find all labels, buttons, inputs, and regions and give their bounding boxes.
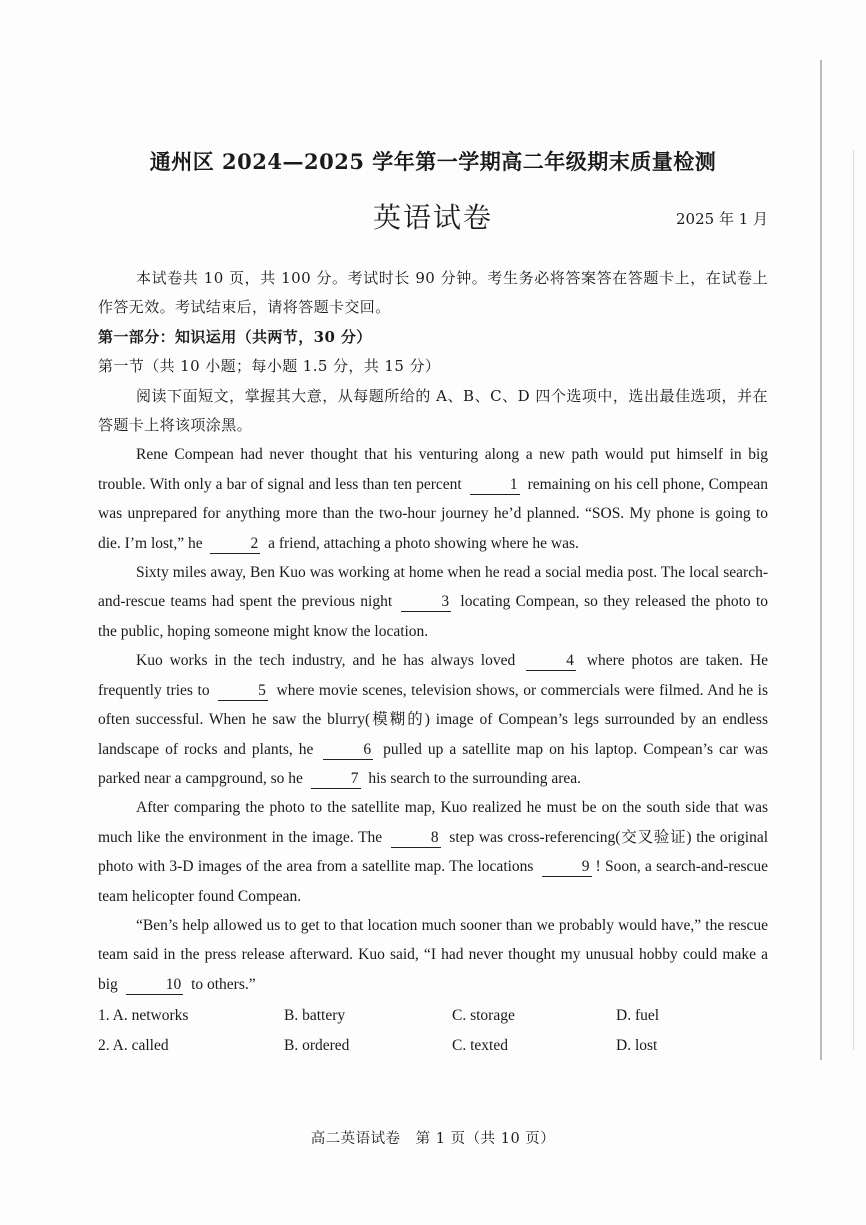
option-c: C. storage <box>452 1007 515 1025</box>
passage-paragraph-1 <box>98 440 768 558</box>
passage-paragraph-5 <box>98 911 768 999</box>
option-a: 1. A. networks <box>98 1007 189 1025</box>
passage-paragraph-3 <box>98 646 768 793</box>
question-row <box>98 1031 768 1060</box>
blank-4: 4 <box>526 652 576 671</box>
blank-7: 7 <box>311 770 361 789</box>
question-row <box>98 1001 768 1030</box>
exam-content <box>98 264 768 1060</box>
passage-text: Rene Compean had never thought that his venturing along a new path would put himself in big trouble. With only a bar of signal and less than ten percent <box>98 446 768 493</box>
blank-10: 10 <box>126 976 184 995</box>
page-footer: 高二英语试卷 第 1 页（共 10 页） <box>310 1131 556 1147</box>
blank-5: 5 <box>218 682 268 701</box>
section-heading: 第一节（共 10 小题；每小题 1.5 分，共 15 分） <box>98 357 441 376</box>
passage-text: After comparing the photo to the satellite map, Kuo realized he must be on the south side that was much like the environment in the image. The <box>98 799 768 846</box>
subject-title: 英语试卷 <box>372 201 493 234</box>
blank-8: 8 <box>391 829 441 848</box>
option-b: B. ordered <box>284 1036 350 1054</box>
passage-text: to others.” <box>191 975 256 993</box>
option-d: D. lost <box>616 1036 658 1054</box>
blank-6: 6 <box>323 741 373 760</box>
passage-text: step was cross-referencing(交叉验证) the original photo with 3-D images of the area from a satellite map. The locations <box>98 828 769 876</box>
option-b: B. battery <box>284 1007 346 1025</box>
passage-text: his search to the surrounding area. <box>368 769 582 787</box>
passage-text: remaining on his cell phone, Compean was unprepared for anything more than the two-hour journey he’d planned. “SOS. My phone is going to die. I’m lost,” he <box>98 475 768 552</box>
blank-1: 1 <box>470 476 520 495</box>
passage-text: ! Soon, a search-and-rescue team helicopter found Compean. <box>98 858 769 905</box>
option-d: D. fuel <box>616 1007 660 1025</box>
blank-2: 2 <box>210 535 260 554</box>
passage-text: locating Compean, so they released the photo to the public, hoping someone might know the location. <box>98 593 769 640</box>
passage-text: pulled up a satellite map on his laptop. Compean’s car was parked near a campground, so he <box>98 740 768 787</box>
directions: 阅读下面短文，掌握其大意，从每题所给的 A、B、C、D 四个选项中，选出最佳选项，并在答题卡上将该项涂黑。 <box>98 386 768 435</box>
passage-text: a friend, attaching a photo showing where he was. <box>268 534 579 552</box>
option-c: C. texted <box>452 1036 508 1054</box>
passage-text: Kuo works in the tech industry, and he has always loved <box>136 652 516 670</box>
passage-text: where photos are taken. He frequently tries to <box>98 652 769 699</box>
instructions: 本试卷共 10 页，共 100 分。考试时长 90 分钟。考生务必将答案答在答题卡上，在试卷上作答无效。考试结束后，请将答题卡交回。 <box>98 269 768 317</box>
part-heading: 第一部分：知识运用（共两节，30 分） <box>98 327 372 346</box>
question-options <box>98 1001 768 1060</box>
passage-paragraph-4 <box>98 793 768 911</box>
passage-text: Sixty miles away, Ben Kuo was working at home when he read a social media post. The local search-and-rescue teams had spent the previous night <box>98 564 768 611</box>
passage-text: where movie scenes, television shows, or commercials were filmed. And he is often successful. When he saw the blurry(模糊的) image of Compean’s legs surrounded by an endless landscape of rocks and plants, he <box>98 681 768 758</box>
page-edge <box>853 150 854 1050</box>
passage-text: “Ben’s help allowed us to get to that location much sooner than we probably would have,” the rescue team said in the press release afterward. Kuo said, “I had never thought my unusual hobby could make a big <box>98 916 768 993</box>
exam-date: 2025 年 1 月 <box>676 210 769 228</box>
option-a: 2. A. called <box>98 1036 169 1054</box>
blank-3: 3 <box>401 593 451 612</box>
passage-paragraph-2 <box>98 558 768 646</box>
blank-9: 9 <box>542 858 592 877</box>
exam-title: 通州区 2024—2025 学年第一学期高二年级期末质量检测 <box>149 149 717 174</box>
